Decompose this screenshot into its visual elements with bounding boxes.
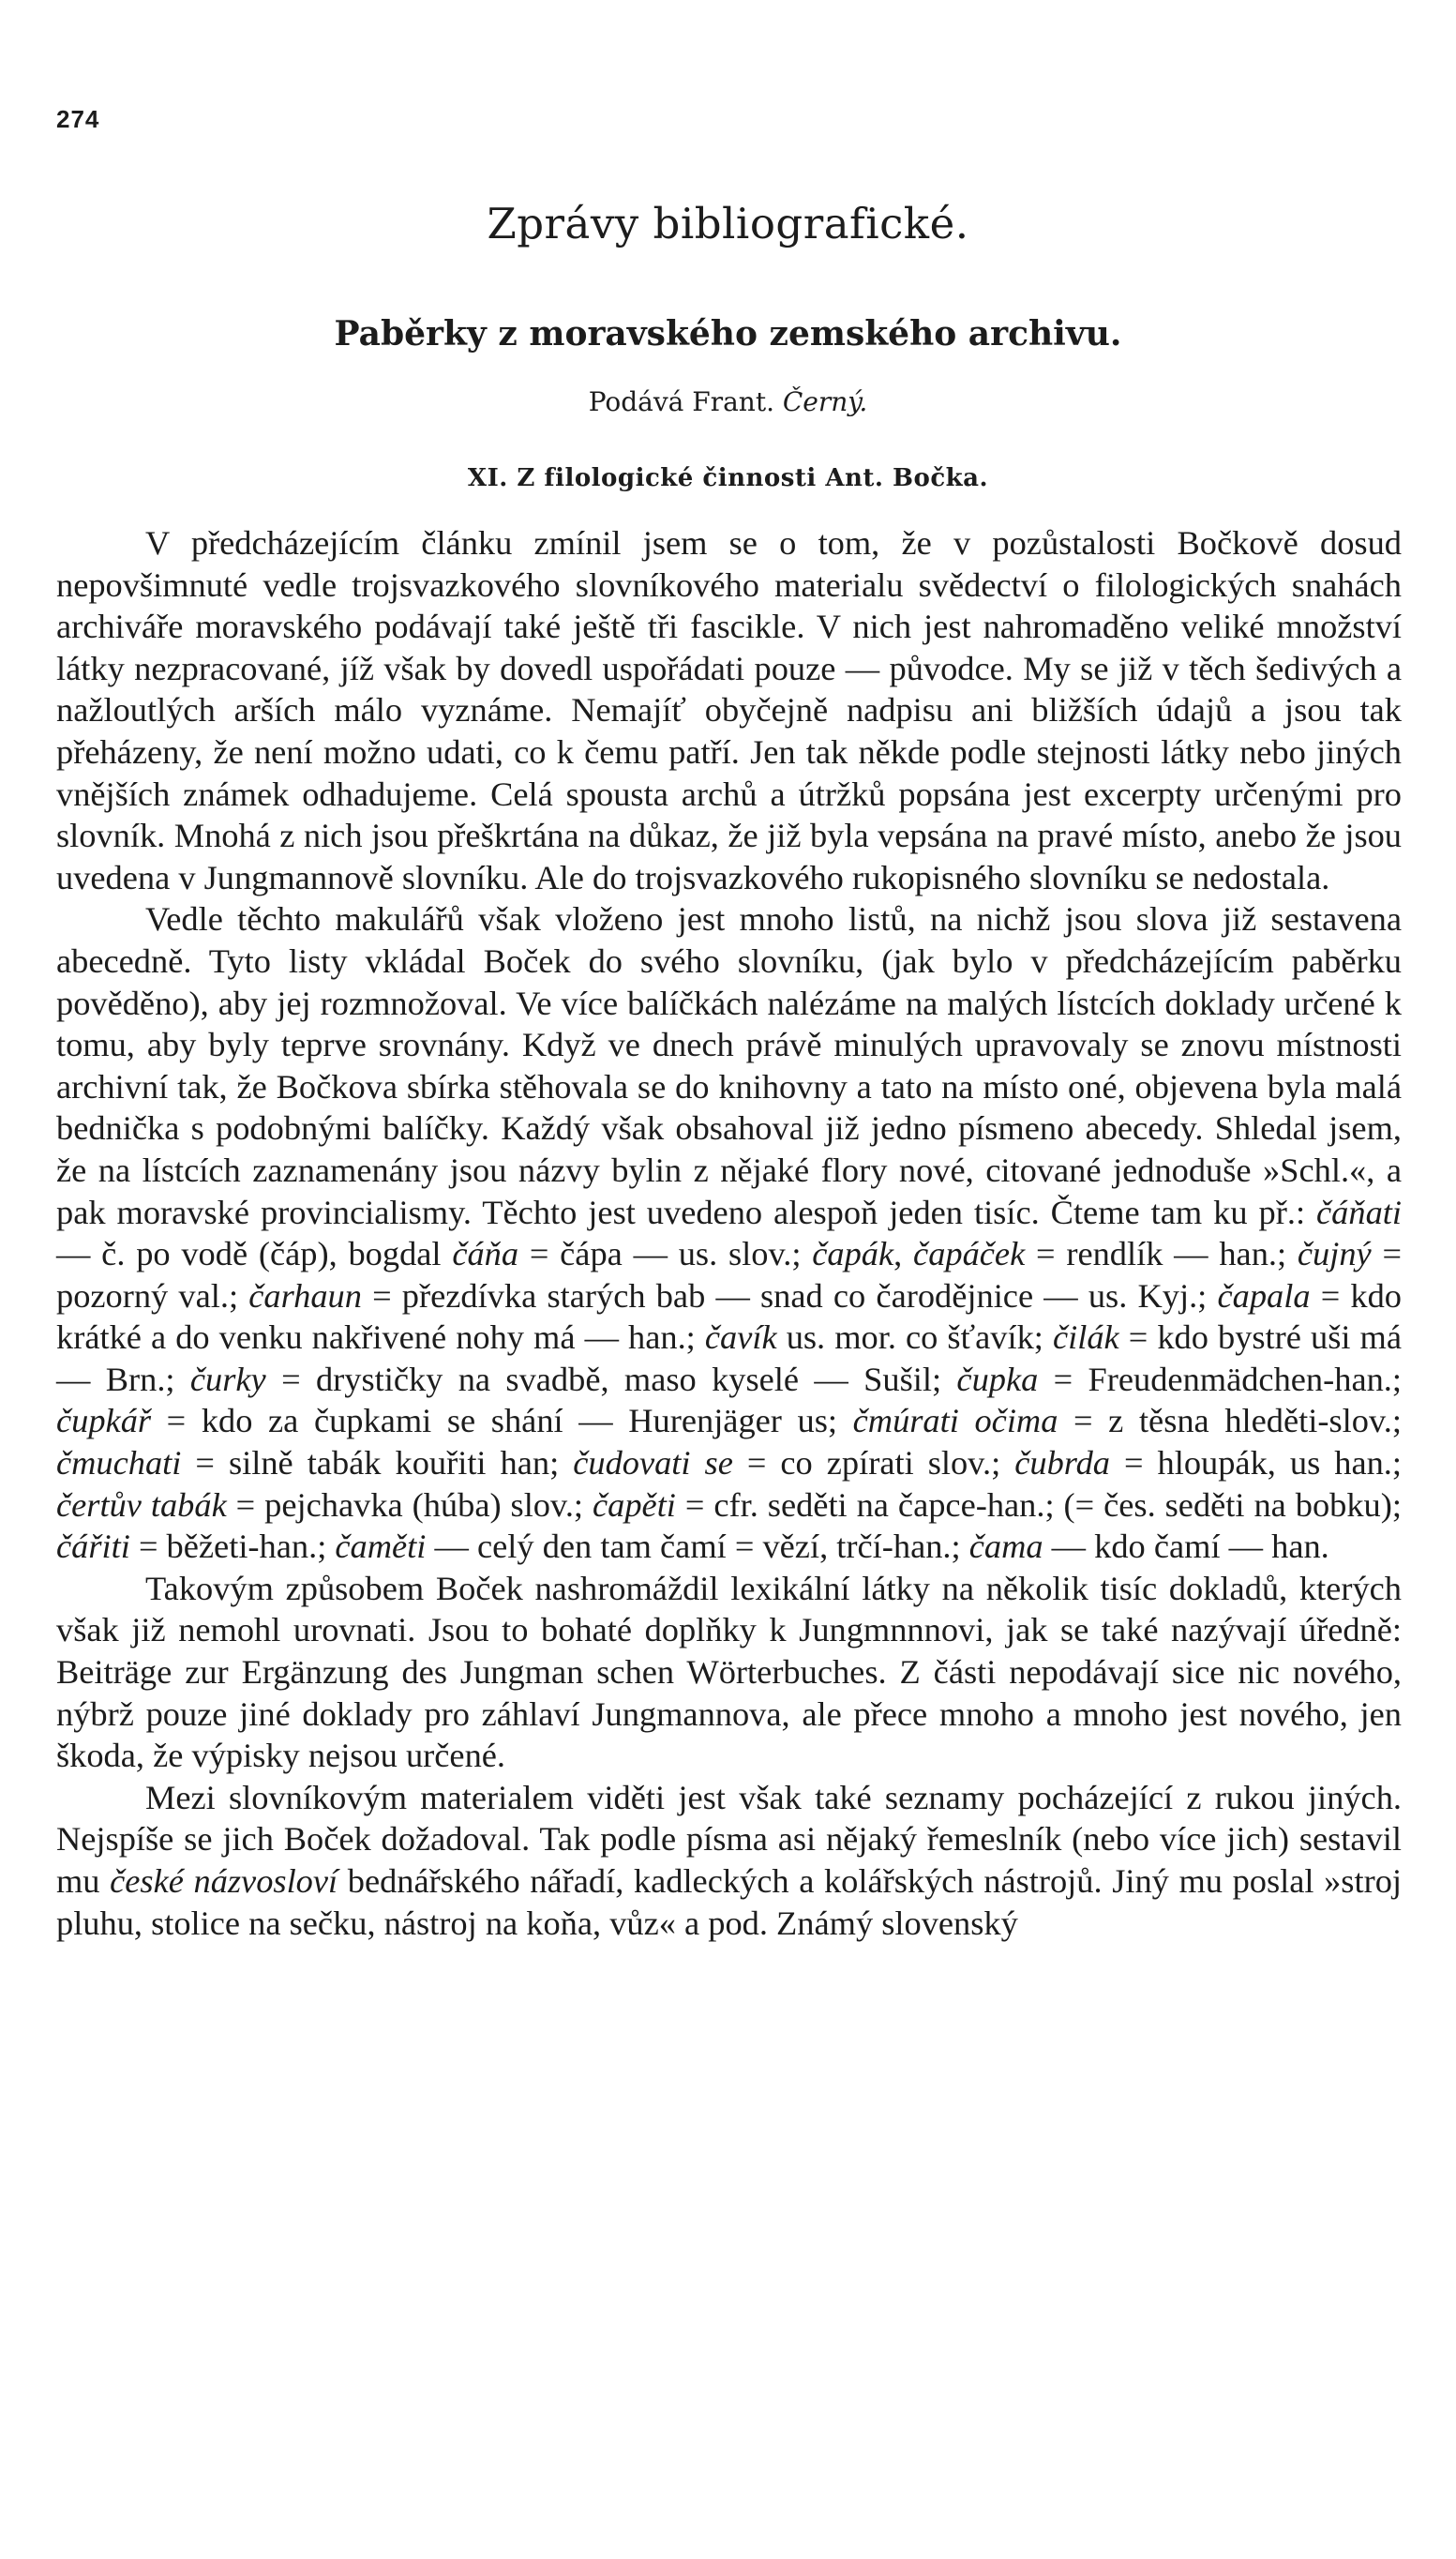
italic-term: čavík <box>704 1318 777 1357</box>
text-run: = co zpírati slov.; <box>732 1444 1015 1483</box>
text-run: Takovým způsobem Boček nashromáždil lexikální látky na několik tisíc dokladů, kterých však již nemohl urovnati. Jsou to bohaté doplňky k Jungmnnnovi, jak se také nazývají úředně: Beiträge zur Ergänzung des Jungman schen Wörterbuches. Z části nepodávají sice nic nového, nýbrž pouze jiné doklady pro záhlaví Jungmannova, ale přece mnoho a mnoho jest nového, jen škoda, že výpisky nejsou určené. <box>56 1569 1402 1775</box>
italic-term: čupka <box>956 1360 1039 1398</box>
page-number: 274 <box>56 105 100 133</box>
italic-term: čapěti <box>593 1485 676 1524</box>
paragraph <box>56 1568 1402 1777</box>
text-run: = rendlík — han.; <box>1025 1235 1298 1273</box>
italic-term: čáňa <box>452 1235 519 1273</box>
paragraph <box>56 898 1402 1568</box>
section-heading: Zprávy bibliografické. <box>487 199 969 248</box>
italic-term: čama <box>968 1528 1043 1566</box>
paragraph <box>56 522 1402 898</box>
italic-term: čujný <box>1297 1235 1372 1273</box>
italic-term: čmuchati <box>56 1444 182 1483</box>
italic-term: české názvosloví <box>110 1862 338 1900</box>
italic-term: čubrda <box>1014 1444 1110 1483</box>
italic-term: čertův tabák <box>56 1485 227 1524</box>
text-run: = pejchavka (húba) slov.; <box>226 1485 593 1524</box>
text-run: = Freudenmädchen-han.; <box>1038 1360 1402 1398</box>
text-run: = přezdívka starých bab — snad co čarodějnice — us. Kyj.; <box>361 1276 1218 1315</box>
italic-term: čářiti <box>56 1528 130 1566</box>
italic-term: čilák <box>1052 1318 1119 1357</box>
text-run: , <box>893 1235 914 1273</box>
text-run: = kdo bystré uši má — Brn.; <box>56 1318 1402 1398</box>
italic-term: čarhaun <box>248 1276 362 1315</box>
subsection-title: XI. Z filologické činnosti Ant. Bočka. <box>467 464 989 492</box>
italic-term: čapala <box>1217 1276 1311 1315</box>
text-run: = drystičky na svadbě, maso kyselé — Sušil; <box>265 1360 957 1398</box>
text-run: bednářského nářadí, kadleckých a kolářských nástrojů. Jiný mu poslal »stroj pluhu, stolice na sečku, nástroj na koňa, vůz« a pod. Známý slovenský <box>56 1862 1402 1942</box>
italic-term: čupkář <box>56 1402 152 1440</box>
text-run: us. mor. co šťavík; <box>776 1318 1053 1357</box>
text-run: — č. po vodě (čáp), bogdal <box>56 1235 453 1273</box>
text-run: = běžeti-han.; <box>129 1528 336 1566</box>
italic-term: čapák <box>812 1235 894 1273</box>
italic-term: čaměti <box>335 1528 427 1566</box>
text-run: Vedle těchto makulářů však vloženo jest mnoho listů, na nichž jsou slova již sestavena abecedně. Tyto listy vkládal Boček do svého slovníku, (jak bylo v předcházejícím paběrku pověděno), aby jej rozmnožoval. Ve více balíčkách nalézáme na malých lístcích doklady určené k tomu, aby byly teprve srovnány. Když ve dnech právě minulých upravovaly se znovu místnosti archivní tak, že Bočkova sbírka stěhovala se do knihovny a tato na místo oné, objevena byla malá bednička s podobnými balíčky. Každý však obsahoval již jedno písmeno abecedy. Shledal jsem, že na lístcích zaznamenány jsou názvy bylin z nějaké flory nové, citované jednoduše »Schl.«, a pak moravské provincialismy. Těchto jest uvedeno alespoň jeden tisíc. Čteme tam ku př.: <box>56 900 1402 1231</box>
text-run: = pozorný val.; <box>56 1235 1403 1315</box>
text-run: — kdo čamí — han. <box>1043 1528 1329 1566</box>
article-title: Paběrky z moravského zemského archivu. <box>334 314 1122 354</box>
byline-author: Černý. <box>782 386 868 417</box>
text-run: = cfr. seděti na čapce-han.; (= čes. seděti na bobku); <box>675 1485 1402 1524</box>
text-run: = kdo za čupkami se shání — Hurenjäger us; <box>151 1402 853 1440</box>
byline-prefix: Podává Frant. <box>588 386 783 417</box>
text-run: = hloupák, us han.; <box>1110 1444 1403 1483</box>
italic-term: čáňati <box>1316 1193 1402 1231</box>
paragraph <box>56 1777 1402 1944</box>
text-run: = z těsna hleděti-slov.; <box>1058 1402 1402 1440</box>
article-body <box>56 522 1402 1944</box>
italic-term: čapáček <box>913 1235 1026 1273</box>
text-run: = čápa — us. slov.; <box>518 1235 813 1273</box>
italic-term: čurky <box>189 1360 266 1398</box>
text-run: Mezi slovníkovým materialem viděti jest však také seznamy pocházející z rukou jiných. Nejspíše se jich Boček dožadoval. Tak podle písma asi nějaký řemeslník (nebo více jich) sestavil mu <box>56 1778 1402 1900</box>
byline <box>0 386 1456 417</box>
text-run: — celý den tam čamí = vězí, trčí-han.; <box>426 1528 969 1566</box>
text-run: = kdo krátké a do venku nakřivené nohy má — han.; <box>56 1276 1403 1357</box>
text-run: = silně tabák kouřiti han; <box>181 1444 574 1483</box>
text-run: V předcházejícím článku zmínil jsem se o tom, že v pozůstalosti Bočkově dosud nepovšimnuté vedle trojsvazkového slovníkového materialu svědectví o filologických snahách archiváře moravského podávají také ještě tři fascikle. V nich jest nahromaděno veliké množství látky nezpracované, jíž však by dovedl uspořádati pouze — původce. My se již v těch šedivých a nažloutlých arších málo vyznáme. Nemajíť obyčejně nadpisu ani bližších údajů a jsou tak přeházeny, že není možno udati, co k čemu patří. Jen tak někde podle stejnosti látky nebo jiných vnějších známek odhadujeme. Celá spousta archů a útržků popsána jest excerpty určenými pro slovník. Mnohá z nich jsou přeškrtána na důkaz, že již byla vepsána na pravé místo, anebo že jsou uvedena v Jungmannově slovníku. Ale do trojsvazkového rukopisného slovníku se nedostala. <box>56 524 1402 896</box>
italic-term: čudovati se <box>573 1444 733 1483</box>
italic-term: čmúrati očima <box>852 1402 1058 1440</box>
